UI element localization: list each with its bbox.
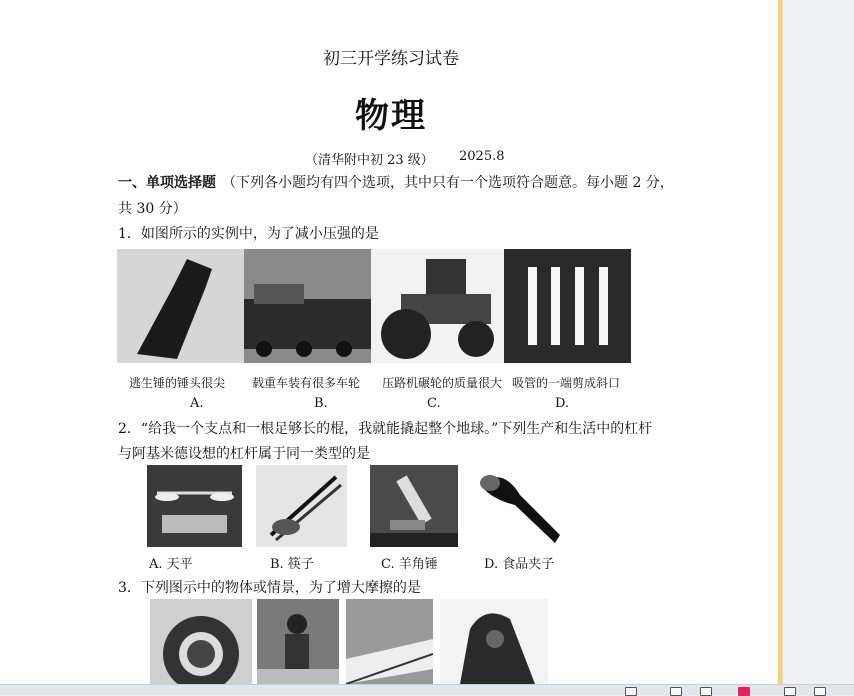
record-icon[interactable] [738,687,750,696]
section-description: （下列各小题均有四个选项，其中只有一个选项符合题意。每小题 2 分， [222,175,674,191]
q1-option-a: A. [190,396,204,411]
fit-page-icon[interactable] [784,687,796,696]
exam-title: 物理 [355,96,427,136]
question-number: 1． [118,226,141,242]
exam-date: 2025.8 [459,149,505,164]
question-text: 如图所示的实例中，为了减小压强的是 [140,226,379,242]
fullscreen-icon[interactable] [814,687,826,696]
q2-option-c: C. 羊角锤 [381,557,438,572]
q1-image-a [117,249,244,363]
q2-option-a: A. 天平 [149,557,193,572]
double-page-icon[interactable] [700,687,712,696]
question-text: 下列图示中的物体或情景，为了增大摩擦的是 [140,580,421,596]
q2-image-balance [147,465,242,547]
exam-subtitle: 初三开学练习试卷 [323,49,459,69]
q1-option-d: D. [555,396,570,411]
school-label: （清华附中初 23 级） [305,153,434,168]
section-heading: 一、单项选择题 [118,175,216,191]
q1-image-c [371,249,504,363]
viewer-gutter [782,0,854,694]
q1-image-b [244,249,371,363]
question-number: 3． [118,580,141,596]
question-3 [118,577,421,597]
q1-image-d [504,249,631,363]
q3-image-bearing [150,599,252,684]
section-total: 共 30 分） [118,201,187,217]
q3-image-glove [440,599,548,684]
q1-option-c: C. [427,396,441,411]
q2-image-chopsticks [256,465,347,547]
question-1 [118,223,379,243]
q3-image-train [346,599,433,684]
q1-option-b: B. [314,396,328,411]
q2-option-b: B. 筷子 [270,557,314,572]
q1-caption-c: 压路机碾轮的质量很大 [382,376,503,390]
q2-image-claw-hammer [370,465,458,547]
single-page-icon[interactable] [670,687,682,696]
q1-caption-a: 逃生锤的锤头很尖 [129,376,226,390]
question-2 [118,418,652,438]
grid-view-icon[interactable] [625,687,637,696]
q2-option-d: D. 食品夹子 [484,557,555,572]
question-2-line2: 与阿基米德设想的杠杆属于同一类型的是 [118,446,370,462]
q2-image-food-tongs [475,465,567,547]
q1-caption-d: 吸管的一端剪成斜口 [512,376,621,390]
question-text-line1: “给我一个支点和一根足够长的棍，我就能撬起整个地球。”下列生产和生活中的杠杆 [140,421,653,437]
q3-image-person [257,599,339,684]
viewer-toolbar [0,684,854,695]
question-number: 2． [118,421,141,437]
q1-caption-b: 载重车装有很多车轮 [252,376,361,390]
